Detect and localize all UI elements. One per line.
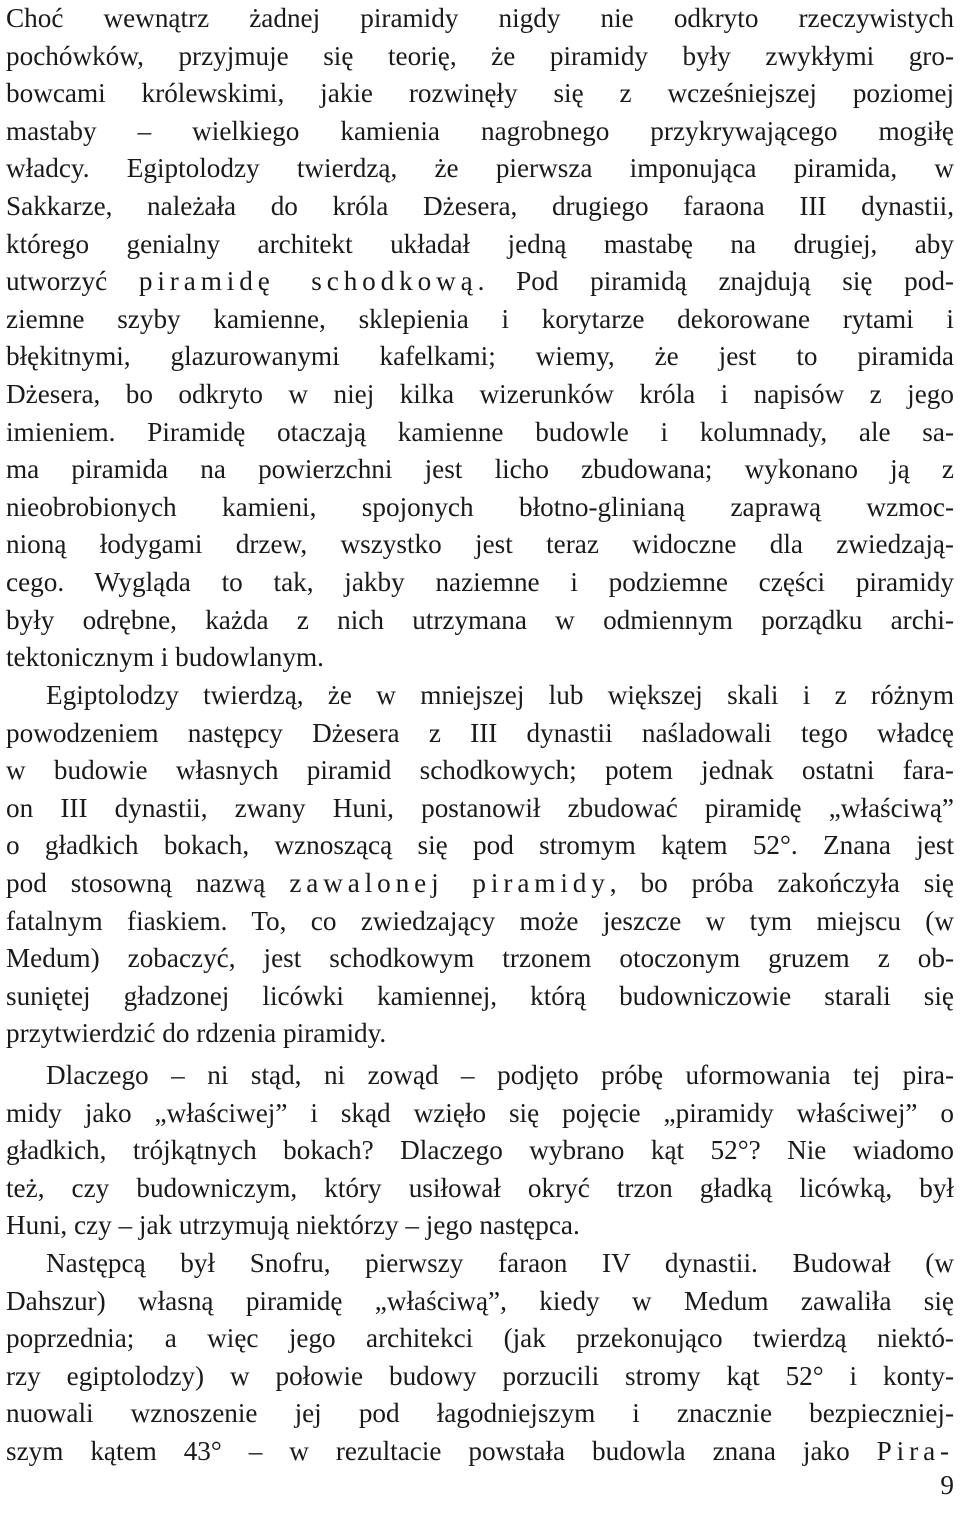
text-run: w budowie własnych piramid schodkowych; potem jednak ostatni fara- [6,755,954,786]
text-run: utworzyć [6,266,139,297]
text-run: Huni, czy – jak utrzymują niektórzy – jego następca. [6,1210,580,1241]
text-run: nuowali wznoszenie jej pod łagodniejszym i znacznie bezpieczniej- [6,1398,954,1429]
text-line [6,1283,954,1321]
text-run: ma piramida na powierzchni jest licho zbudowana; wykonano ją z [6,454,954,485]
text-run: też, czy budowniczym, który usiłował okryć trzon gładką licówką, był [6,1172,954,1203]
text-line [6,1057,954,1095]
text-line [6,940,954,978]
text-run: , bo próba zakończyła się [609,867,954,898]
emphasized-term: Pira- [876,1435,954,1466]
text-line [6,1170,954,1208]
text-run: którego genialny architekt układał jedną mastabę na drugiej, aby [6,228,954,259]
text-line [6,414,954,452]
text-run: poprzednia; a więc jego architekci (jak przekonująco twierdzą niektó- [6,1323,954,1354]
text-line [6,113,954,151]
text-line [6,1245,954,1283]
text-line [6,0,954,38]
text-line [6,150,954,188]
text-run: powodzeniem następcy Dżesera z III dynastii naśladowali tego władcę [6,717,954,748]
text-run: władcy. Egiptolodzy twierdzą, że pierwsza imponująca piramida, w [6,153,954,184]
text-line [6,263,954,301]
emphasized-term: zawalonej piramidy [289,867,610,898]
text-line [6,376,954,414]
text-run: fatalnym fiaskiem. To, co zwiedzający może jeszcze w tym miejscu (w [6,905,954,936]
text-line [6,1433,954,1471]
text-run: pochówków, przyjmuje się teorię, że piramidy były zwykłymi gro- [6,40,954,71]
text-run: były odrębne, każda z nich utrzymana w odmiennym porządku archi- [6,604,954,635]
text-run: szym kątem 43° – w rezultacie powstała budowla znana jako [6,1435,877,1466]
text-line [6,752,954,790]
text-line [6,1095,954,1133]
text-line [6,75,954,113]
text-line [6,865,954,903]
emphasized-term: piramidę schodkową [138,266,478,297]
paragraph [6,1057,954,1245]
text-run: Egiptolodzy twierdzą, że w mniejszej lub większej skali i z różnym [46,680,954,710]
text-run: o gładkich bokach, wznoszącą się pod stromym kątem 52°. Znana jest [6,830,954,861]
text-line [6,564,954,602]
text-run: przytwierdzić do rdzenia piramidy. [6,1018,387,1049]
text-line [6,1132,954,1170]
text-line [6,639,954,677]
text-run: Sakkarze, należała do króla Dżesera, drugiego faraona III dynastii, [6,190,954,221]
text-run: nioną łodygami drzew, wszystko jest teraz widoczne dla zwiedzają- [6,529,954,560]
text-run: Następcą był Snofru, pierwszy faraon IV dynastii. Budował (w [46,1248,954,1278]
text-run: Dahszur) własną piramidę „właściwą”, kiedy w Medum zawaliła się [6,1285,954,1316]
text-run: suniętej gładzonej licówki kamiennej, którą budowniczowie starali się [6,980,954,1011]
paragraph [6,1245,954,1471]
text-run: Dżesera, bo odkryto w niej kilka wizerunków króla i napisów z jego [6,378,954,409]
text-run: błękitnymi, glazurowanymi kafelkami; wiemy, że jest to piramida [6,341,954,372]
text-line [6,301,954,339]
page-number: 9 [940,1470,954,1500]
text-run: cego. Wygląda to tak, jakby naziemne i podziemne części piramidy [6,566,954,597]
text-run: rzy egiptolodzy) w połowie budowy porzucili stromy kąt 52° i konty- [6,1360,954,1391]
text-line [6,903,954,941]
text-run: pod stosowną nazwą [6,867,290,898]
text-run: ziemne szyby kamienne, sklepienia i korytarze dekorowane rytami i [6,303,954,334]
text-line [6,827,954,865]
text-line [6,451,954,489]
paragraph [6,0,954,677]
text-line [6,38,954,76]
text-run: nieobrobionych kamieni, spojonych błotno-glinianą zaprawą wzmoc- [6,491,954,522]
text-run: Medum) zobaczyć, jest schodkowym trzonem otoczonym gruzem z ob- [6,943,954,974]
text-run: midy jako „właściwej” i skąd wzięło się pojęcie „piramidy właściwej” o [6,1097,954,1128]
text-run: on III dynastii, zwany Huni, postanowił zbudować piramidę „właściwą” [6,792,954,823]
text-line [6,602,954,640]
text-line [6,526,954,564]
text-run: tektonicznym i budowlanym. [6,642,324,673]
text-line [6,338,954,376]
text-run: Dlaczego – ni stąd, ni zowąd – podjęto próbę uformowania tej pira- [46,1060,954,1090]
text-line [6,489,954,527]
paragraph [6,677,954,1053]
text-line [6,226,954,264]
text-line [6,1207,954,1245]
text-run: bowcami królewskimi, jakie rozwinęły się z wcześniejszej poziomej [6,78,954,109]
text-run: . Pod piramidą znajdują się pod- [477,266,954,297]
text-line [6,188,954,226]
text-line [6,790,954,828]
text-run: Choć wewnątrz żadnej piramidy nigdy nie odkryto rzeczywistych [6,3,954,33]
text-line [6,1358,954,1396]
text-run: imieniem. Piramidę otaczają kamienne budowle i kolumnady, ale sa- [6,416,954,447]
text-run: gładkich, trójkątnych bokach? Dlaczego wybrano kąt 52°? Nie wiadomo [6,1135,954,1166]
text-run: mastaby – wielkiego kamienia nagrobnego przykrywającego mogiłę [6,115,954,146]
text-line [6,978,954,1016]
text-line [6,1015,954,1053]
text-line [6,1395,954,1433]
text-line [6,1320,954,1358]
text-line [6,715,954,753]
text-line [6,677,954,715]
